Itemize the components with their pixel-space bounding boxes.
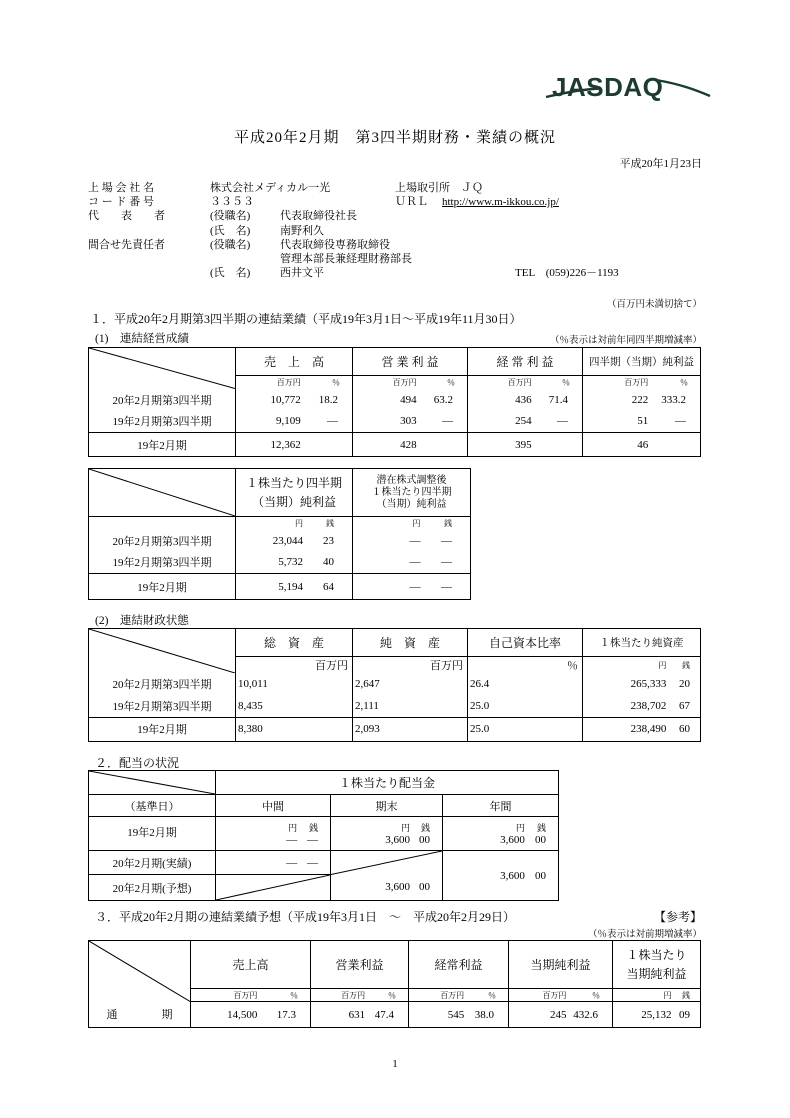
section1-heading: １．平成20年2月期第3四半期の連結業績（平成19年3月1日～平成19年11月30日） <box>90 312 522 326</box>
financial-position-label: (2) 連結財政状態 <box>95 615 189 627</box>
section2-heading: ２．配当の状況 <box>95 756 180 770</box>
diagonal-line <box>89 629 235 673</box>
reference-tag: 【参考】 <box>653 910 702 924</box>
value-cell: 5,194 64 <box>236 574 353 600</box>
value-cell: 3,600 00 <box>331 875 443 901</box>
empty-label-cell <box>89 517 236 530</box>
row-label: 19年2月期第3四半期 <box>89 552 236 574</box>
page-title: 平成20年2月期 第3四半期財務・業績の概況 <box>233 130 556 146</box>
value-cell: 2,647 <box>353 673 468 695</box>
unit-cell: 百万円 ％ <box>509 989 613 1002</box>
value-cell: 303 ― <box>353 411 468 433</box>
value-cell: ― ― <box>353 552 471 574</box>
corner-cell <box>89 941 191 1002</box>
unit-cell: 百万円 <box>236 657 353 674</box>
value-cell: 円 銭 ― ― <box>216 817 331 851</box>
value-cell: 2,111 <box>353 695 468 717</box>
col-header-ordinary: 経常利益 <box>409 941 509 989</box>
diagonal-line <box>89 348 235 389</box>
contact-title: 代表取締役専務取締役 <box>280 238 390 251</box>
per-share-income-table <box>88 468 471 600</box>
company-info <box>88 179 728 278</box>
unit-cell: 円 銭 <box>583 657 701 674</box>
value-cell: 8,380 <box>236 717 353 741</box>
row-label: 20年2月期(実績) <box>89 851 216 875</box>
dividends-table <box>88 770 559 901</box>
value-cell: ― ― <box>353 530 471 552</box>
col-header-sales: 売 上 高 <box>236 348 353 376</box>
page-number: 1 <box>392 1058 398 1070</box>
value-cell: 238,702 67 <box>583 695 701 717</box>
col-header-yearend: 期末 <box>331 795 443 817</box>
col-header-net: 四半期（当期）純利益 <box>583 348 701 376</box>
unit-cell: 百万円 ％ <box>409 989 509 1002</box>
value-cell: 222 333.2 <box>583 389 701 411</box>
unit-cell: ％ <box>468 657 583 674</box>
contact-label: 間合せ先責任者 <box>88 238 165 251</box>
value-cell: 25.0 <box>468 695 583 717</box>
value-cell: 円 銭 3,600 00 <box>443 817 559 851</box>
value-cell: 10,011 <box>236 673 353 695</box>
base-date-header: （基準日） <box>89 795 216 817</box>
value-cell: 254 ― <box>468 411 583 433</box>
value-cell: 46 <box>583 433 701 457</box>
diagonal-line <box>89 771 215 794</box>
col-header-equity-ratio: 自己資本比率 <box>468 629 583 657</box>
corner-cell <box>89 629 236 674</box>
jasdaq-logo <box>544 66 712 111</box>
row-label: 20年2月期第3四半期 <box>89 673 236 695</box>
col-header-interim: 中間 <box>216 795 331 817</box>
rep-name: 南野利久 <box>280 224 324 237</box>
col-header-net: 当期純利益 <box>509 941 613 989</box>
rep-name-label: (氏 名) <box>210 224 251 237</box>
results-note: （％表示は対前年同四半期増減率） <box>549 336 702 346</box>
value-cell: 14,500 17.3 <box>191 1002 311 1028</box>
financial-position-table <box>88 628 701 742</box>
unit-cell: 百万円 ％ <box>583 376 701 389</box>
value-cell: 25,132 09 <box>613 1002 701 1028</box>
url-label: ＵＲＬ <box>395 196 428 209</box>
value-cell: 238,490 60 <box>583 717 701 741</box>
value-cell: 25.0 <box>468 717 583 741</box>
col-header-bps: １株当たり純資産 <box>583 629 701 657</box>
listing-exchange: 上場取引所 ＪＱ <box>395 182 483 194</box>
code-number: ３３５３ <box>210 196 254 209</box>
col-header-diluted-eps: 潜在株式調整後 １株当たり四半期 （当期）純利益 <box>353 469 471 517</box>
value-cell: 2,093 <box>353 717 468 741</box>
col-header-eps: １株当たり四半期 （当期）純利益 <box>236 469 353 517</box>
consolidated-results-table <box>88 347 701 457</box>
value-cell: 631 47.4 <box>311 1002 409 1028</box>
unit-cell: 百万円 ％ <box>236 376 353 389</box>
row-label: 19年2月期 <box>89 574 236 600</box>
contact-title-label: (役職名) <box>210 238 251 251</box>
document-date: 平成20年1月23日 <box>619 158 702 170</box>
row-label: 19年2月期第3四半期 <box>89 411 236 433</box>
contact-name: 西井文平 <box>280 267 324 280</box>
diagonal-line <box>216 875 330 900</box>
results-label: (1) 連結経営成績 <box>95 333 189 345</box>
jasdaq-logo-graphic <box>544 66 712 106</box>
company-name: 株式会社メディカル一光 <box>210 182 331 194</box>
value-cell: 5,732 40 <box>236 552 353 574</box>
section3-heading: ３．平成20年2月期の連結業績予想（平成19年3月1日 ～ 平成20年2月29日） <box>95 910 516 924</box>
value-cell: 8,435 <box>236 695 353 717</box>
col-header-eps: １株当たり 当期純利益 <box>613 941 701 989</box>
value-cell: 9,109 ― <box>236 411 353 433</box>
value-cell: 円 銭 3,600 00 <box>331 817 443 851</box>
unit-cell: 円 銭 <box>236 517 353 530</box>
unit-cell: 百万円 <box>353 657 468 674</box>
row-label: 19年2月期 <box>89 817 216 851</box>
unit-cell: 百万円 ％ <box>191 989 311 1002</box>
dividend-span-header: １株当たり配当金 <box>216 771 559 795</box>
value-cell: 12,362 <box>236 433 353 457</box>
not-applicable-cell <box>331 851 443 875</box>
row-label: 通 期 <box>89 1002 191 1028</box>
value-cell: 26.4 <box>468 673 583 695</box>
value-cell: 494 63.2 <box>353 389 468 411</box>
value-cell: 395 <box>468 433 583 457</box>
row-label: 20年2月期第3四半期 <box>89 530 236 552</box>
diagonal-line <box>89 941 190 1002</box>
value-cell: 436 71.4 <box>468 389 583 411</box>
corner-cell <box>89 469 236 517</box>
value-cell: 428 <box>353 433 468 457</box>
col-header-net-assets: 純 資 産 <box>353 629 468 657</box>
rep-title-label: (役職名) <box>210 210 251 223</box>
value-cell: 545 38.0 <box>409 1002 509 1028</box>
forecast-note: （％表示は対前期増減率） <box>587 930 702 940</box>
telephone: TEL (059)226－1193 <box>515 267 619 280</box>
corner-cell <box>89 348 236 389</box>
col-header-ordinary: 経 常 利 益 <box>468 348 583 376</box>
representative-label: 代 表 者 <box>88 210 165 223</box>
unit-cell: 百万円 ％ <box>353 376 468 389</box>
diagonal-line <box>89 469 235 516</box>
forecast-table <box>88 940 701 1028</box>
contact-name-label: (氏 名) <box>210 267 251 280</box>
row-label: 19年2月期 <box>89 433 236 457</box>
not-applicable-cell <box>216 875 331 901</box>
company-name-label: 上 場 会 社 名 <box>88 182 154 194</box>
contact-title-2: 管理本部長兼経理財務部長 <box>280 252 412 265</box>
row-label: 19年2月期第3四半期 <box>89 695 236 717</box>
value-cell: 51 ― <box>583 411 701 433</box>
col-header-total-assets: 総 資 産 <box>236 629 353 657</box>
unit-cell: 円 銭 <box>613 989 701 1002</box>
corner-cell <box>89 771 216 795</box>
value-cell: ― ― <box>353 574 471 600</box>
col-header-operating: 営業利益 <box>311 941 409 989</box>
row-label: 19年2月期 <box>89 717 236 741</box>
merged-annual-dividend-cell: 3,600 00 <box>443 851 559 901</box>
code-label: コ ー ド 番 号 <box>88 196 154 209</box>
unit-cell: 百万円 ％ <box>468 376 583 389</box>
value-cell: 265,333 20 <box>583 673 701 695</box>
value-cell: ― ― <box>216 851 331 875</box>
company-url-link[interactable]: http://www.m-ikkou.co.jp/ <box>442 196 559 209</box>
row-label: 20年2月期第3四半期 <box>89 389 236 411</box>
row-label: 20年2月期(予想) <box>89 875 216 901</box>
col-header-operating: 営 業 利 益 <box>353 348 468 376</box>
jasdaq-logo-text: JASDAQ <box>552 72 664 102</box>
value-cell: 245 432.6 <box>509 1002 613 1028</box>
unit-cell: 百万円 ％ <box>311 989 409 1002</box>
col-header-sales: 売上高 <box>191 941 311 989</box>
value-cell: 23,044 23 <box>236 530 353 552</box>
unit-cell: 円 銭 <box>353 517 471 530</box>
diagonal-line <box>331 851 442 875</box>
value-cell: 10,772 18.2 <box>236 389 353 411</box>
rep-title: 代表取締役社長 <box>280 210 357 223</box>
rounding-note: （百万円未満切捨て） <box>606 300 702 310</box>
col-header-annual: 年間 <box>443 795 559 817</box>
